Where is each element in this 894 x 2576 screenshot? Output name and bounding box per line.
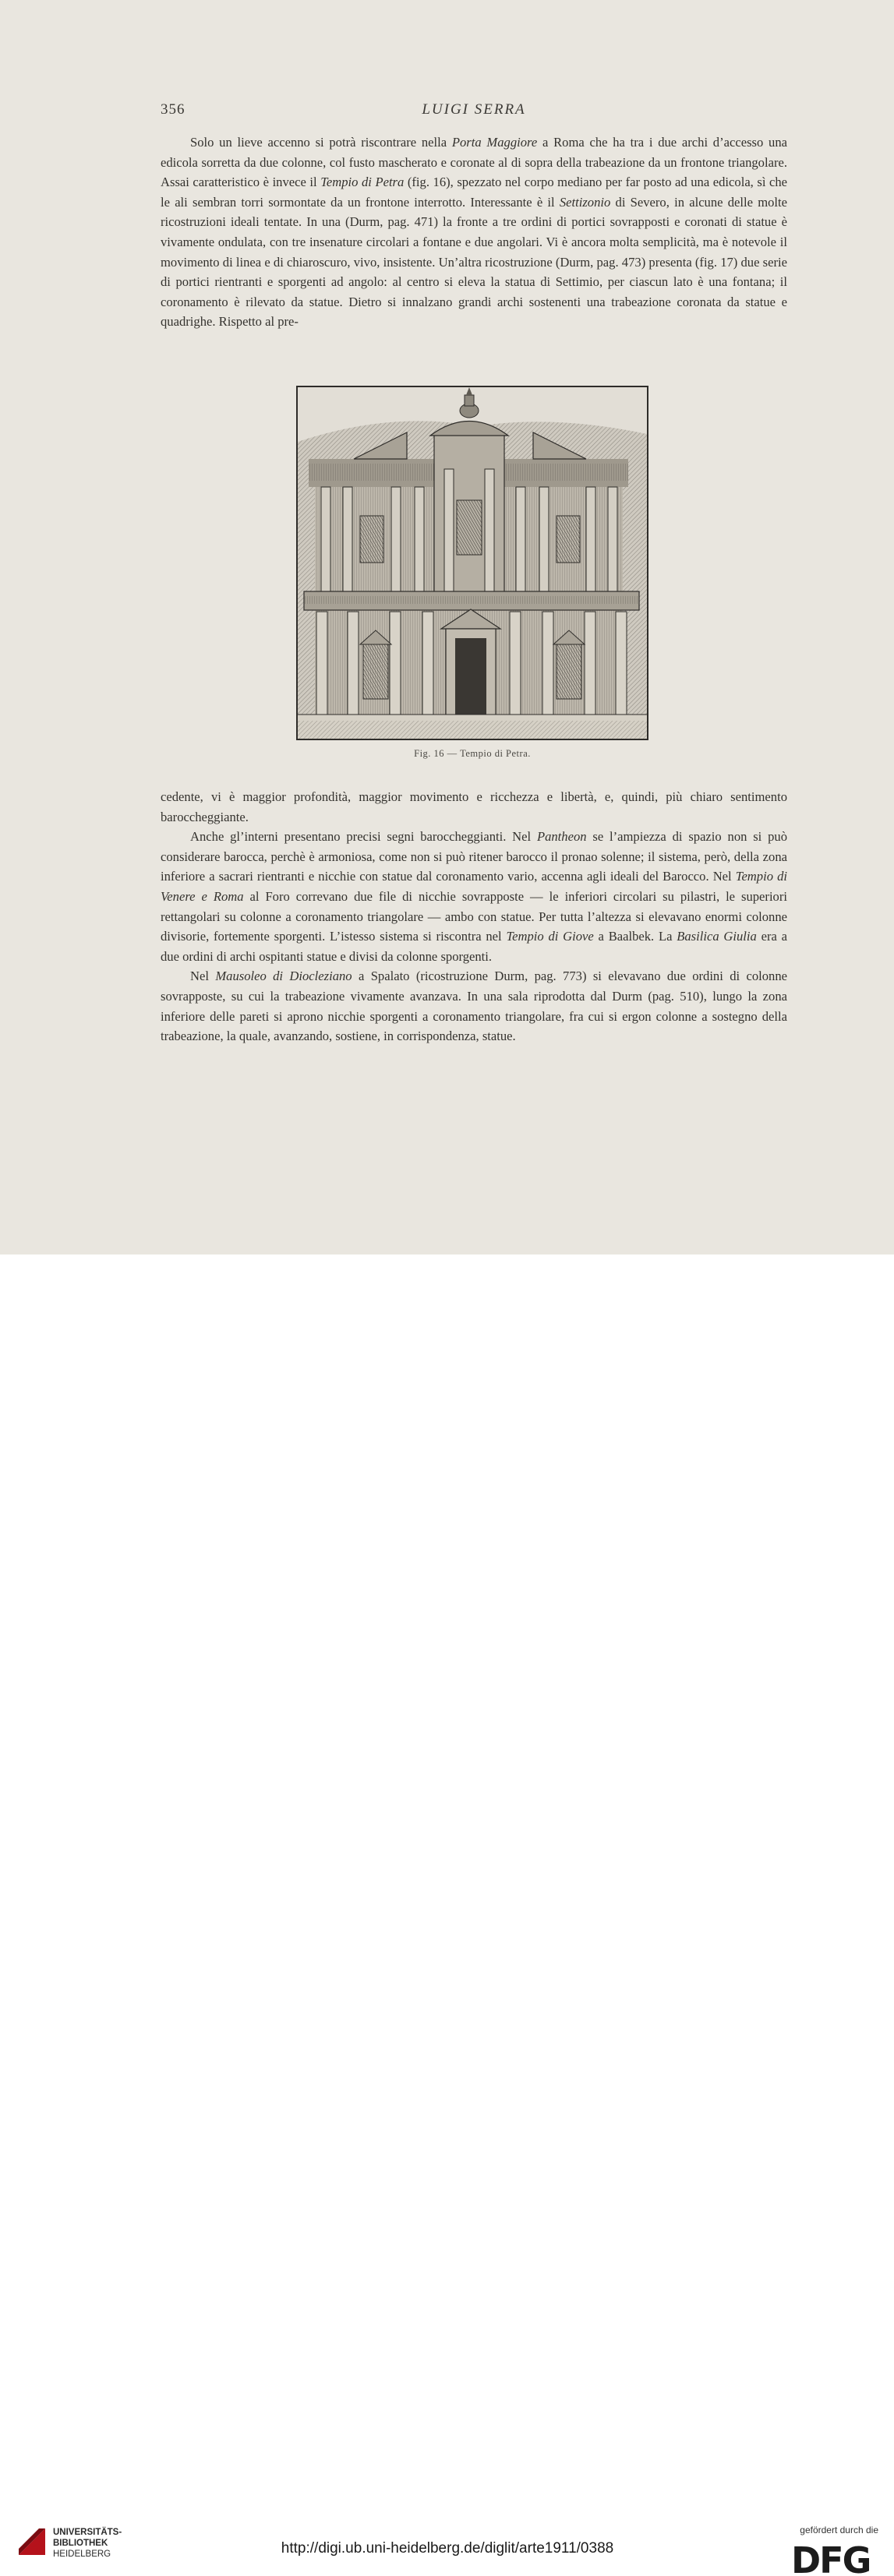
dfg-logo-text: DFG [791, 2540, 871, 2576]
dfg-logo-icon [791, 2540, 877, 2576]
paragraph-text: (fig. 16), spezzato nel corpo mediano per far posto ad una edicola, sì che le ali sembran torri sormontate da un frontone interrotto. Interessante è il [161, 175, 788, 210]
paragraph [161, 787, 787, 827]
library-line-3: HEIDELBERG [53, 2550, 111, 2559]
petra-engraving-illustration [298, 387, 647, 739]
paragraph-text: a Roma che ha tra i due archi d’accesso una edicola sorretta da due colonne, col fusto mascherato e coronate al di sopra della trabeazione da un frontone triangolare. Assai caratteristico è invece il [161, 135, 787, 190]
italic-title-text: Basilica Giulia [677, 929, 757, 944]
paragraph-text: Anche gl’interni presentano precisi segni baroccheggianti. Nel [190, 829, 537, 845]
body-text-upper [161, 132, 787, 332]
figure-caption: Fig. 16 — Tempio di Petra. [414, 748, 531, 759]
university-library-logo-icon [16, 2525, 48, 2558]
page-number: 356 [161, 101, 186, 118]
running-head [161, 101, 787, 125]
scanned-page [0, 0, 894, 1254]
digitization-footer [0, 1254, 894, 2576]
paragraph [161, 132, 787, 332]
figure-temple-of-petra [296, 386, 648, 740]
library-line-2: BIBLIOTHEK [53, 2539, 108, 2548]
paragraph-text: a Spalato (ricostruzione Durm, pag. 773) si elevavano due ordini di colonne sovrapposte, su cui la trabeazione vivamente avanzava. In una sala riprodotta dal Durm (pag. 510), lungo la zona inferiore delle pareti si aprono nicchie sporgenti a coronamento triangolare, fra cui si ergon colonne a sostegno della trabeazione, la quale, avanzando, sostiene, in corrispondenza, statue. [161, 969, 788, 1044]
paragraph-text: Solo un lieve accenno si potrà riscontrare nella [190, 135, 452, 150]
paragraph [161, 827, 787, 966]
italic-title-text: Tempio di Petra [320, 175, 405, 190]
italic-title-text: Pantheon [536, 829, 587, 845]
paragraph-text: a Baalbek. La [593, 929, 677, 944]
italic-title-text: Mausoleo di Diocleziano [215, 969, 352, 984]
paragraph-text: era a due ordini di archi ospitanti statue e divisi da colonne sporgenti. [161, 929, 787, 964]
italic-title-text: Porta Maggiore [451, 135, 538, 150]
body-text-lower [161, 787, 787, 1046]
library-name [53, 2527, 122, 2560]
italic-title-text: Settizonio [559, 194, 611, 210]
paragraph-text: Nel [190, 969, 216, 984]
italic-title-text: Tempio di Giove [506, 929, 594, 944]
paragraph-text: di Severo, in alcune delle molte ricostruzioni ideali tentate. In una (Durm, pag. 471) la fronte a tre ordini di portici sovrapposti e coronati di statue è vivamente ondulata, con tre insenature circolari a fontane e due angolari. Vi è ancora molta semplicità, ma è notevole il movimento di linea e di chiaroscuro, vivo, insistente. Un’altra ricostruzione (Durm, pag. 473) presenta (fig. 17) due serie di portici rientranti e sporgenti ad angolo: al centro si eleva la statua di Settimio, per ciascun lato è una fontana; il coronamento è rilevato da statue. Dietro si innalzano grandi archi sostenenti una trabeazione coronata da statue e quadrighe. Rispetto al pre- [161, 194, 787, 330]
paragraph [161, 966, 787, 1046]
italic-title-text: Tempio di Venere e Roma [161, 869, 787, 904]
paragraph-text: al Foro correvano due file di nicchie sovrapposte — le inferiori circolari su pilastri, le superiori rettangolari su colonne a coronamento triangolare — ambo con statue. Per tutta l’altezza si elevavano enormi colonne divisorie, fortemente sporgenti. L’istesso sistema si riscontra nel [161, 888, 787, 944]
library-line-1: UNIVERSITÄTS- [53, 2528, 122, 2537]
running-title-author: LUIGI SERRA [422, 101, 526, 118]
permalink-url[interactable]: http://digi.ub.uni-heidelberg.de/diglit/arte1911/0388 [281, 2540, 614, 2557]
paragraph-text: cedente, vi è maggior profondità, maggior movimento e ricchezza e libertà, e, quindi, più chiaro sentimento baroccheggiante. [161, 789, 787, 824]
funding-label: gefördert durch die [800, 2525, 878, 2535]
paragraph-text: se l’ampiezza di spazio non si può considerare barocca, perchè è armoniosa, come non si può ritener barocco il pronao solenne; il sistema, però, della zona inferiore a sacrari rientranti e nicchie con statue dal coronamento vario, accenna agli ideali del Barocco. Nel [161, 829, 787, 884]
